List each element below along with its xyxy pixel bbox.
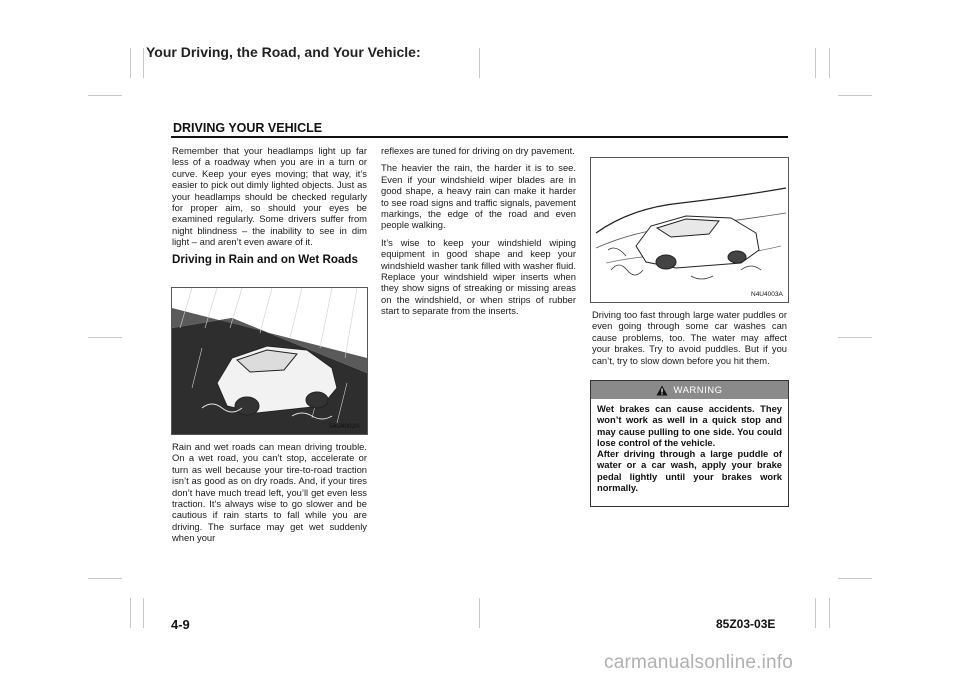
crop-mark — [829, 48, 830, 78]
column-1 — [172, 145, 367, 271]
car-puddle-illustration — [591, 158, 788, 302]
crop-mark — [130, 48, 131, 78]
section-title: DRIVING YOUR VEHICLE — [173, 121, 323, 135]
column-2 — [381, 145, 576, 323]
car-rain-illustration — [172, 288, 367, 434]
warning-box — [590, 380, 789, 507]
figure-code-1: 54U4002A — [329, 423, 360, 430]
crop-mark — [479, 598, 480, 628]
crop-mark — [838, 578, 872, 579]
warning-title: WARNING — [673, 384, 723, 396]
crop-mark — [143, 598, 144, 628]
warning-header — [591, 381, 788, 399]
column-3 — [592, 309, 787, 372]
crop-mark — [479, 48, 480, 78]
section-heading-rain: Driving in Rain and on Wet Roads — [172, 252, 358, 266]
page-number: 4-9 — [171, 617, 190, 632]
crop-mark — [815, 598, 816, 628]
figure-code-2: N4U4003A — [751, 291, 783, 298]
running-head: Your Driving, the Road, and Your Vehicle: — [146, 44, 421, 60]
crop-mark — [130, 598, 131, 628]
document-code: 85Z03-03E — [716, 617, 776, 631]
crop-mark — [88, 95, 122, 96]
crop-mark — [88, 578, 122, 579]
crop-mark — [838, 337, 872, 338]
paragraph-dry-pavement: reflexes are tuned for driving on dry pavement. — [381, 145, 575, 156]
figure-car-in-rain — [171, 287, 368, 435]
warning-paragraph-2: After driving through a large puddle of water or a car wash, apply your brake pedal lightly until your brakes work normally. — [597, 448, 782, 494]
paragraph-wiping-equipment: It’s wise to keep your windshield wiping equipment in good shape and keep your windshield washer tank filled with washer fluid. Replace your windshield wiper inserts when they show signs of streaking or missing areas on the windshield, or when strips of rubber start to separate from the inserts. — [381, 236, 576, 317]
warning-triangle-icon — [656, 385, 668, 396]
column-1-continued — [172, 441, 367, 550]
crop-mark — [838, 95, 872, 96]
warning-paragraph-1: Wet brakes can cause accidents. They won’t work as well in a quick stop and may cause pulling to one side. You could lose control of the vehicle. — [597, 403, 782, 448]
paragraph-puddles: Driving too fast through large water puddles or even going through some car washes can cause problems, too. The water may affect your brakes. Try to avoid puddles. But if you can’t, try to slow down before you hit them. — [592, 309, 787, 366]
crop-mark — [88, 337, 122, 338]
paragraph-heavier-rain: The heavier the rain, the harder it is to see. Even if your windshield wiper blades are in good shape, a heavy rain can make it harder to see road signs and traffic signals, pavement markings, the edge of the road and even people walking. — [381, 162, 576, 231]
warning-body — [597, 403, 782, 493]
watermark: carmanualsonline.info — [604, 652, 794, 673]
crop-mark — [143, 48, 144, 78]
crop-mark — [815, 48, 816, 78]
paragraph-wet-roads: Rain and wet roads can mean driving trouble. On a wet road, you can’t stop, accelerate or turn as well because your tire-to-road traction isn’t as good as on dry roads. And, if your tires don’t have much tread left, you’ll get even less traction. It’s always wise to go slower and be cautious if rain starts to fall while you are driving. The surface may get wet suddenly when your — [172, 441, 367, 544]
header-rule — [171, 136, 788, 138]
crop-mark — [829, 598, 830, 628]
figure-car-in-puddle — [590, 157, 789, 303]
paragraph-headlamps: Remember that your headlamps light up far less of a roadway when you are in a turn or curve. Keep your eyes moving; that way, it’s easier to pick out dimly lighted objects. Just as your headlamps should be checked regularly for proper aim, so should your eyes be examined regularly. Some drivers suffer from night blindness – the inability to see in dim light – and aren’t even aware of it. — [172, 145, 367, 248]
